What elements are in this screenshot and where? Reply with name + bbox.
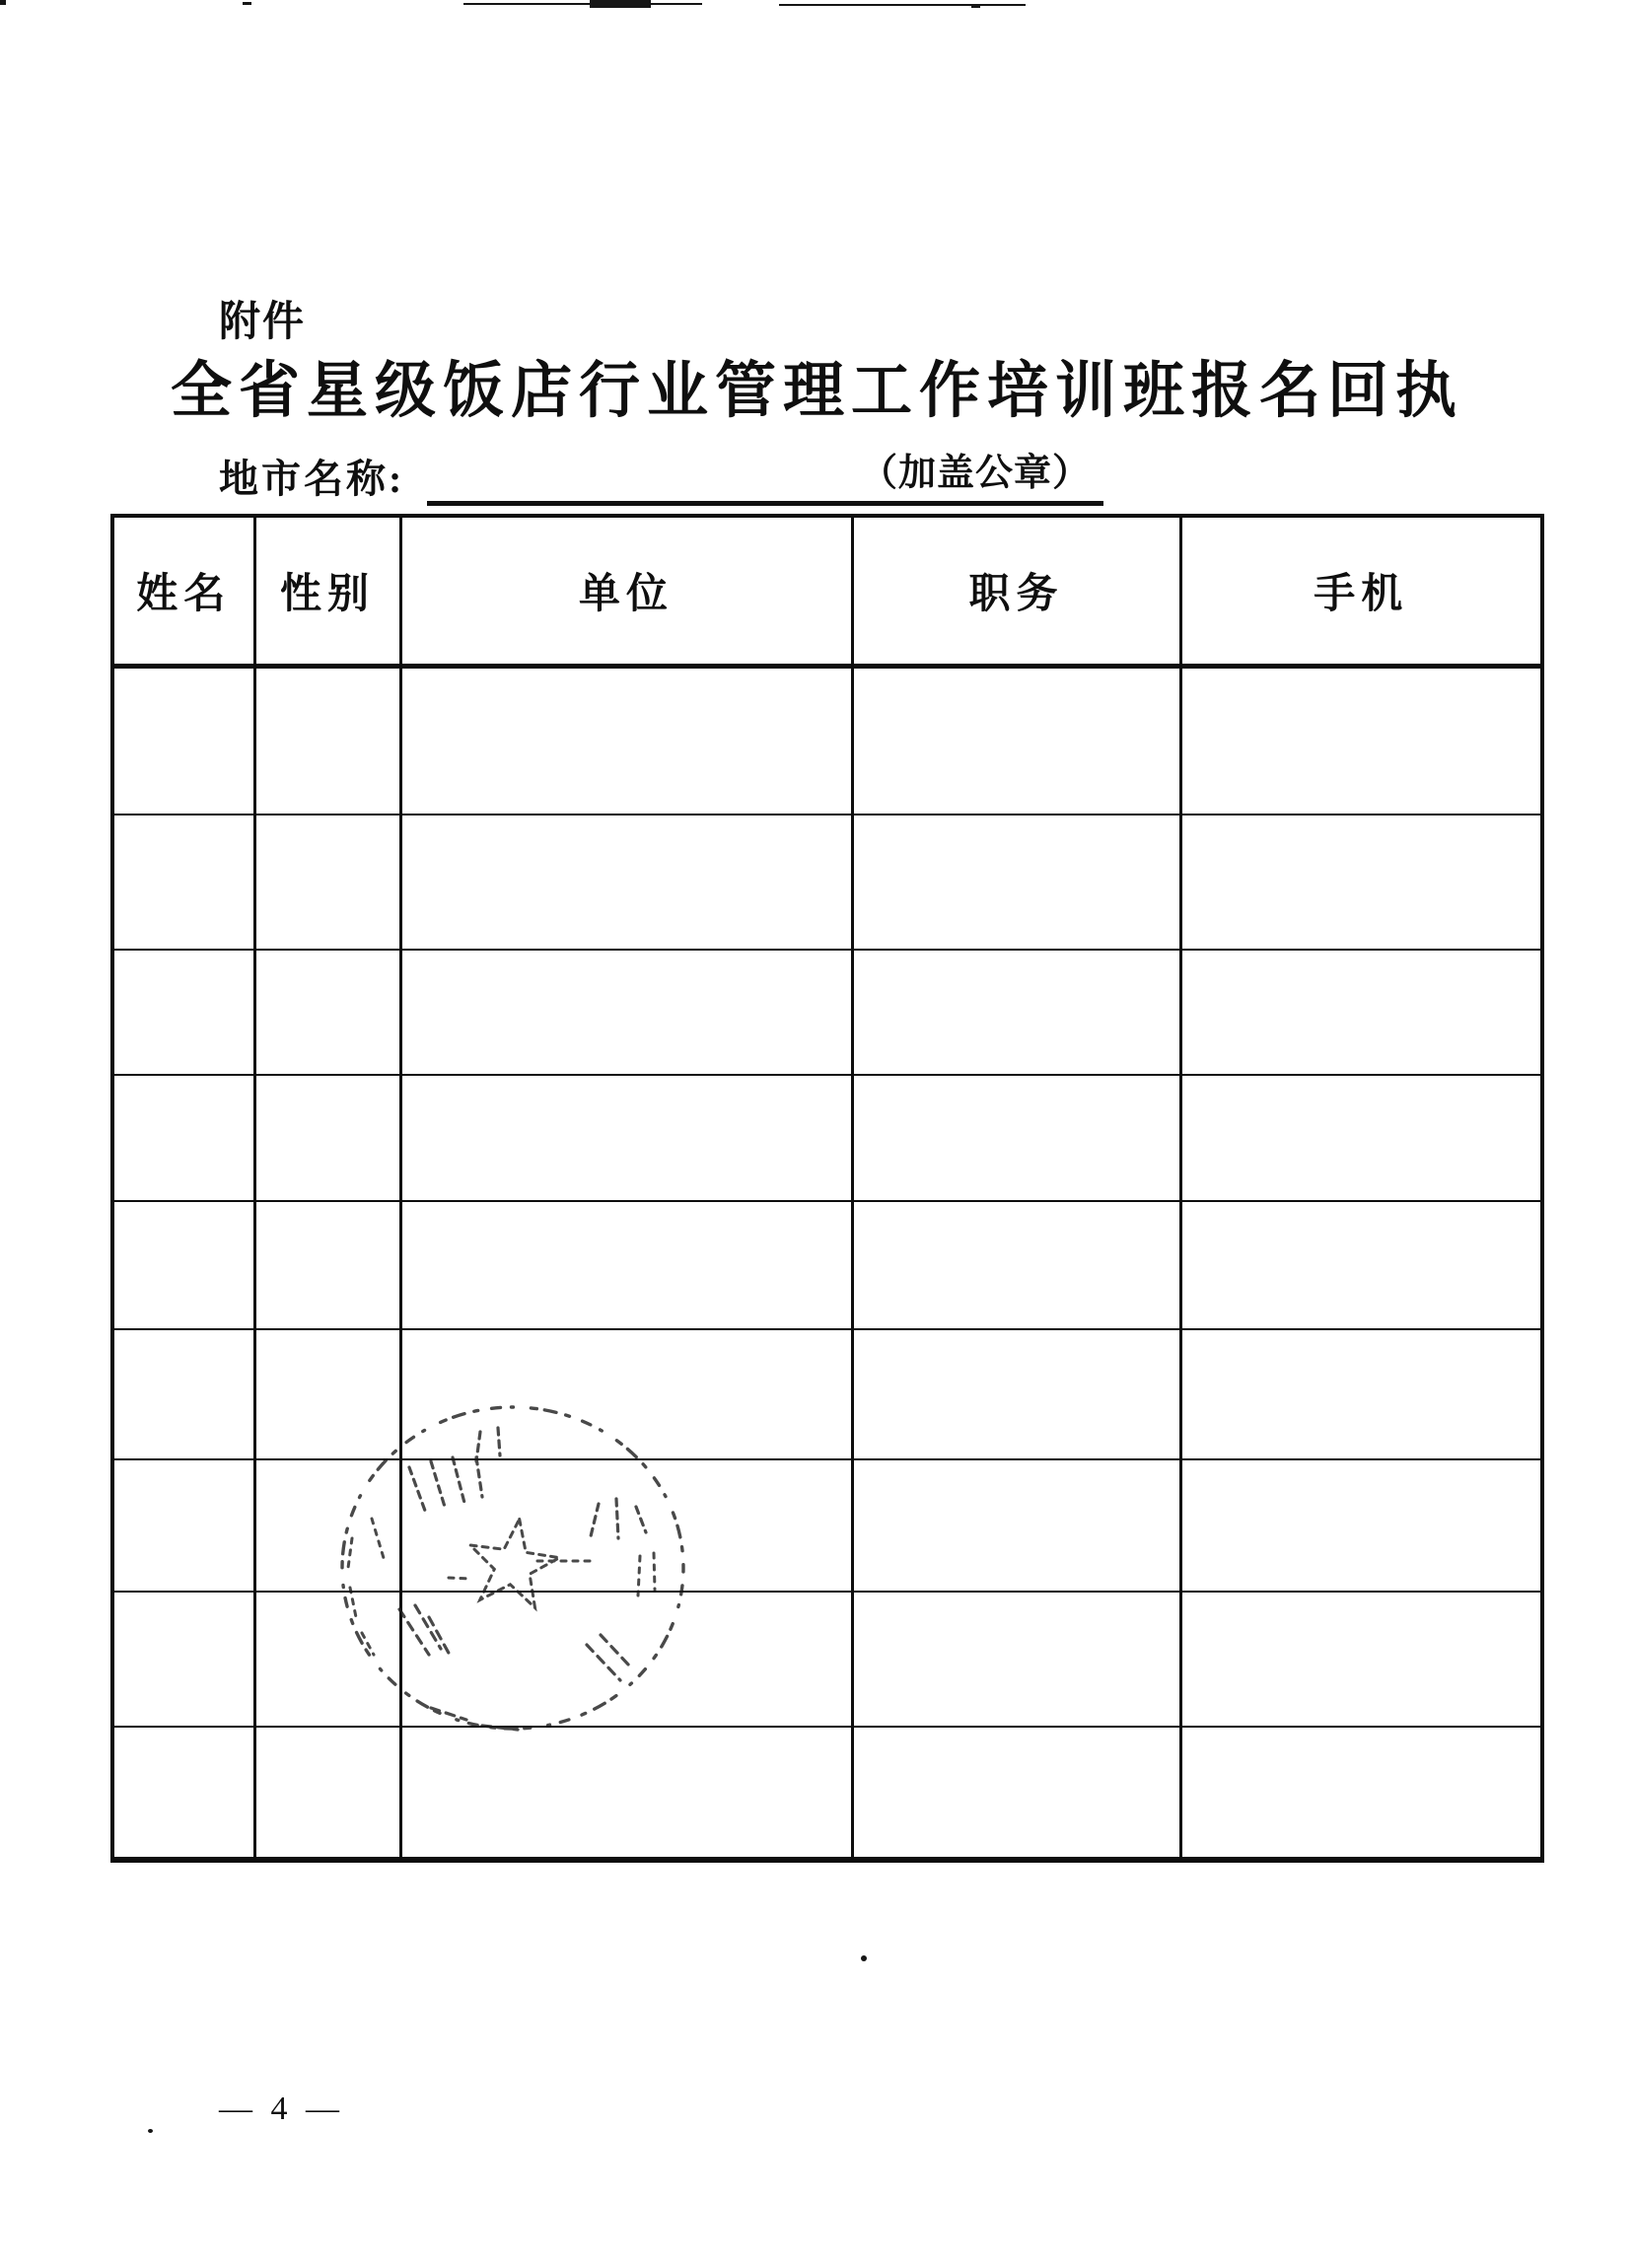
- table-cell: [1180, 1459, 1542, 1592]
- table-cell: [254, 667, 400, 815]
- scan-artifact: [590, 0, 651, 8]
- scan-artifact: [971, 5, 980, 8]
- seal-instruction: （加盖公章）: [860, 453, 1092, 494]
- table-cell: [1180, 1329, 1542, 1459]
- table-row: [112, 1201, 1542, 1329]
- table-cell: [852, 950, 1180, 1075]
- attachment-label: 附件: [219, 300, 307, 345]
- table-cell: [1180, 950, 1542, 1075]
- table-cell: [112, 950, 254, 1075]
- table-cell: [1180, 815, 1542, 950]
- table-cell: [1180, 1727, 1542, 1860]
- table-cell: [852, 815, 1180, 950]
- table-row: [112, 1075, 1542, 1201]
- table-cell: [400, 950, 852, 1075]
- table-cell: [112, 1459, 254, 1592]
- page-title: 全省星级饭店行业管理工作培训班报名回执: [170, 358, 1463, 425]
- scan-artifact: [0, 0, 6, 5]
- scan-artifact: [243, 2, 251, 5]
- table-row: [112, 1329, 1542, 1459]
- table-cell: [852, 1727, 1180, 1860]
- table-cell: [112, 1592, 254, 1727]
- col-header-mobile: 手机: [1180, 516, 1542, 667]
- table-cell: [852, 1592, 1180, 1727]
- table-cell: [400, 1075, 852, 1201]
- table-row: [112, 950, 1542, 1075]
- table-body: [112, 667, 1542, 1860]
- table-cell: [1180, 1201, 1542, 1329]
- table-cell: [112, 1201, 254, 1329]
- table-cell: [400, 667, 852, 815]
- table-cell: [1180, 1075, 1542, 1201]
- registration-table: [110, 514, 1544, 1863]
- city-name-blank-line: [427, 501, 1103, 506]
- table-cell: [112, 667, 254, 815]
- table-cell: [852, 1075, 1180, 1201]
- table-cell: [852, 1201, 1180, 1329]
- official-seal-stamp: [332, 1400, 697, 1740]
- table-row: [112, 1459, 1542, 1592]
- table-cell: [112, 1727, 254, 1860]
- table-cell: [400, 1201, 852, 1329]
- table-header-row: [112, 516, 1542, 667]
- table-cell: [254, 815, 400, 950]
- table-cell: [112, 815, 254, 950]
- table-cell: [400, 1727, 852, 1860]
- col-header-unit: 单位: [400, 516, 852, 667]
- scan-speck: [148, 2129, 153, 2133]
- table-row: [112, 1727, 1542, 1860]
- table-cell: [112, 1329, 254, 1459]
- table-row: [112, 1592, 1542, 1727]
- table-row: [112, 667, 1542, 815]
- table-cell: [852, 1329, 1180, 1459]
- table-cell: [254, 1075, 400, 1201]
- city-name-label: 地市名称:: [219, 457, 405, 501]
- table-cell: [112, 1075, 254, 1201]
- table-cell: [852, 667, 1180, 815]
- table-cell: [852, 1459, 1180, 1592]
- table-cell: [254, 1727, 400, 1860]
- col-header-title: 职务: [852, 516, 1180, 667]
- table-cell: [1180, 667, 1542, 815]
- table-cell: [400, 815, 852, 950]
- table-cell: [1180, 1592, 1542, 1727]
- table-row: [112, 815, 1542, 950]
- col-header-gender: 性别: [254, 516, 400, 667]
- scan-artifact: [779, 4, 1026, 6]
- col-header-name: 姓名: [112, 516, 254, 667]
- table-cell: [254, 950, 400, 1075]
- page-number: — 4 —: [219, 2091, 344, 2127]
- scan-artifact: [463, 3, 702, 5]
- scan-speck: [861, 1955, 867, 1961]
- table-cell: [254, 1201, 400, 1329]
